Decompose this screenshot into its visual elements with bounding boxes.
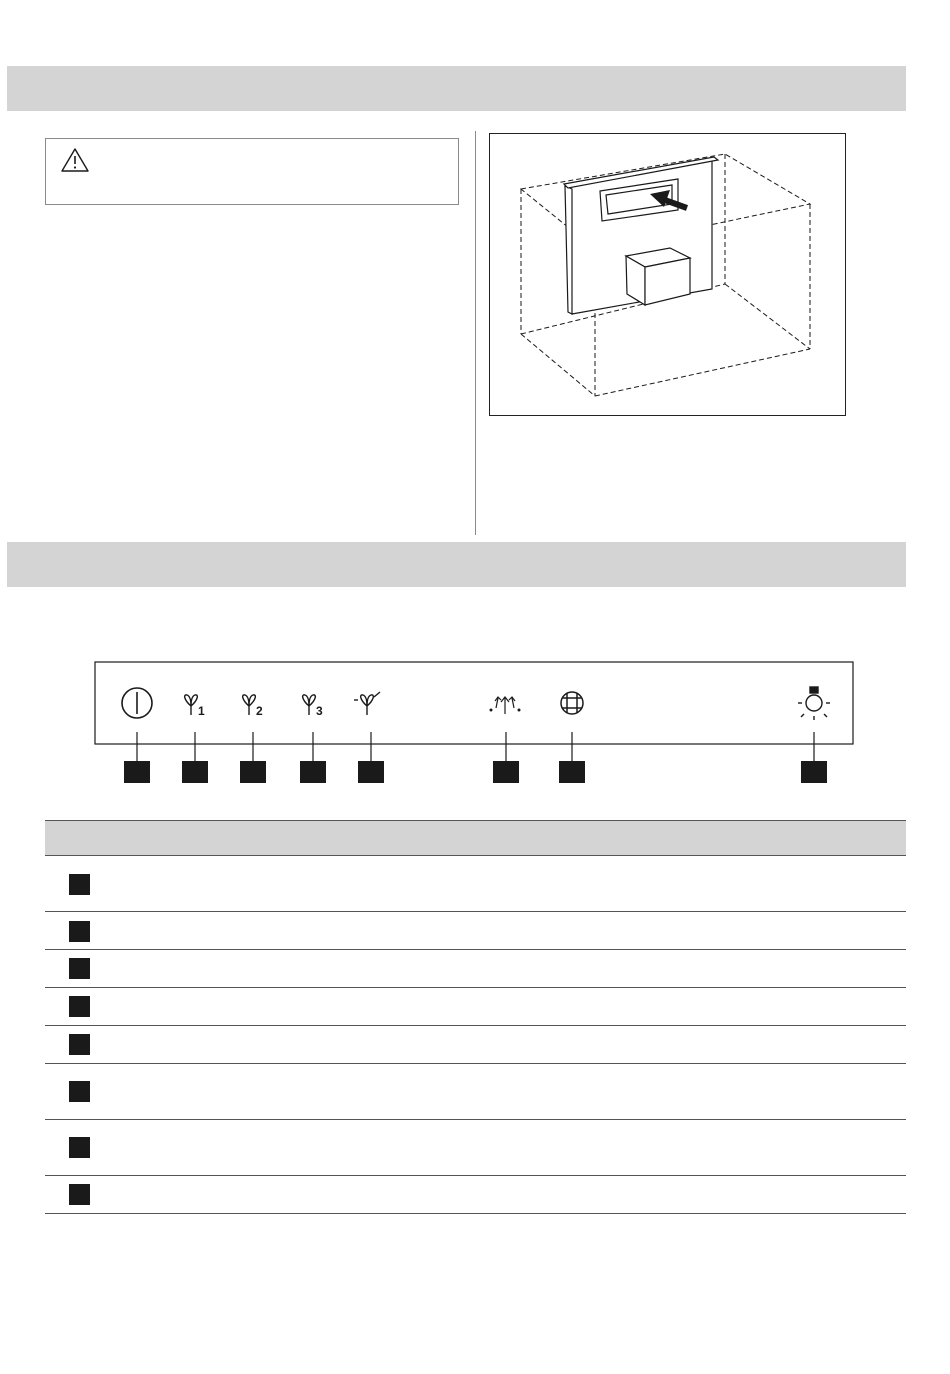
key-table-row [45,1064,906,1120]
marker-square [69,921,90,942]
marker-square [69,996,90,1017]
svg-text:3: 3 [316,704,323,718]
svg-text:2: 2 [256,704,263,718]
control-panel-diagram [0,640,950,790]
svg-text:1: 1 [198,704,205,718]
key-table-row [45,1120,906,1176]
column-divider [475,131,476,535]
marker-6 [493,761,519,783]
marker-2 [182,761,208,783]
marker-square [69,874,90,895]
key-table-row [45,912,906,950]
filter-illustration [489,133,846,416]
marker-square [69,1137,90,1158]
key-table-row [45,988,906,1026]
marker-1 [124,761,150,783]
section-header-bar [7,66,906,111]
marker-7 [559,761,585,783]
key-table-row [45,1026,906,1064]
marker-square [69,1081,90,1102]
filter-insertion-illustration [490,134,847,417]
marker-4 [300,761,326,783]
key-table [45,820,906,1214]
marker-8 [801,761,827,783]
marker-square [69,1034,90,1055]
section-header-bar [7,542,906,587]
control-panel-svg [0,640,950,790]
warning-triangle-icon [60,147,90,173]
key-table-row [45,950,906,988]
key-table-row [45,1176,906,1214]
marker-3 [240,761,266,783]
key-table-row [45,856,906,912]
marker-5 [358,761,384,783]
marker-square [69,958,90,979]
warning-box [45,138,459,205]
marker-square [69,1184,90,1205]
key-table-header [45,820,906,856]
